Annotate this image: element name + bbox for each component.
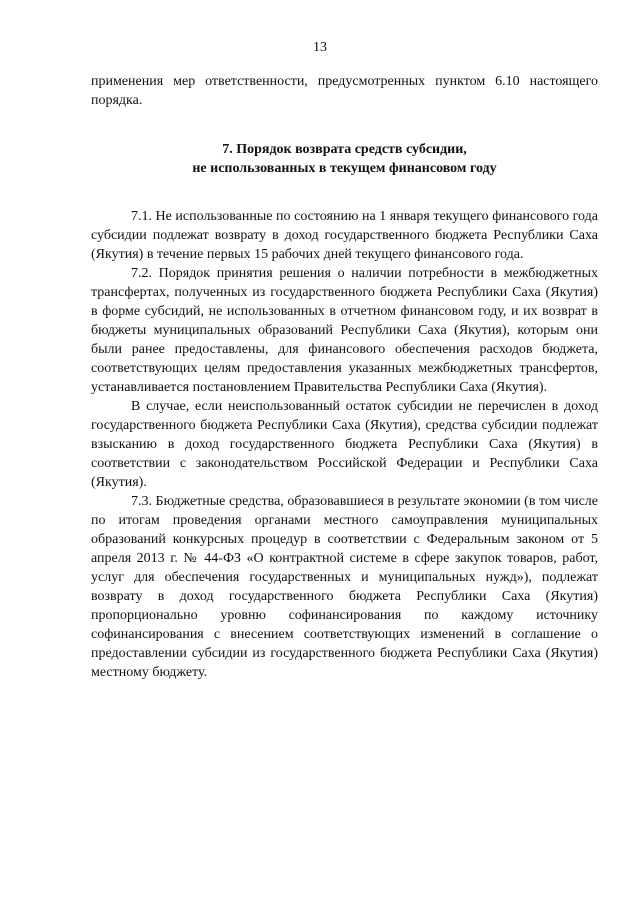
section-title xyxy=(91,140,598,178)
document-body xyxy=(91,72,598,682)
section-title-line-1: 7. Порядок возврата средств субсидии, xyxy=(222,142,467,157)
paragraph-7-1: 7.1. Не использованные по состоянию на 1 января текущего финансового года субсидии подлежат возврату в доход государственного бюджета Республики Саха (Якутия) в течение первых 15 рабочих дней текущего финансового года. xyxy=(91,209,598,262)
intro-paragraph: применения мер ответственности, предусмотренных пунктом 6.10 настоящего порядка. xyxy=(91,74,598,108)
section-title-line-2: не использованных в текущем финансовом году xyxy=(192,161,497,176)
paragraph-7-2: 7.2. Порядок принятия решения о наличии потребности в межбюджетных трансфертах, полученных из государственного бюджета Республики Саха (Якутия) в форме субсидий, не использованных в отчетном финансовом году, и их возврат в бюджеты муниципальных образований Республики Саха (Якутия), которым они были ранее предоставлены, для финансового обеспечения расходов бюджета, соответствующих целям предоставления указанных межбюджетных трансфертов, устанавливается постановлением Правительства Республики Саха (Якутия). xyxy=(91,266,598,395)
paragraph-7-3: 7.3. Бюджетные средства, образовавшиеся в результате экономии (в том числе по итогам проведения органами местного самоуправления муниципальных образований конкурсных процедур в соответствии с Федеральным законом от 5 апреля 2013 г. № 44-ФЗ «О контрактной системе в сфере закупок товаров, работ, услуг для обеспечения государственных и муниципальных нужд»), подлежат возврату в доход государственного бюджета Республики Саха (Якутия) пропорционально уровню софинансирования по каждому источнику софинансирования с внесением соответствующих изменений в соглашение о предоставлении субсидии из государственного бюджета Республики Саха (Якутия) местному бюджету. xyxy=(91,494,598,680)
paragraph-unused-balance: В случае, если неиспользованный остаток субсидии не перечислен в доход государственного бюджета Республики Саха (Якутия), средства субсидии подлежат взысканию в доход государственного бюджета Республики Саха (Якутия) в соответствии с законодательством Российской Федерации и Республики Саха (Якутия). xyxy=(91,399,598,490)
page-number: 13 xyxy=(313,40,327,55)
